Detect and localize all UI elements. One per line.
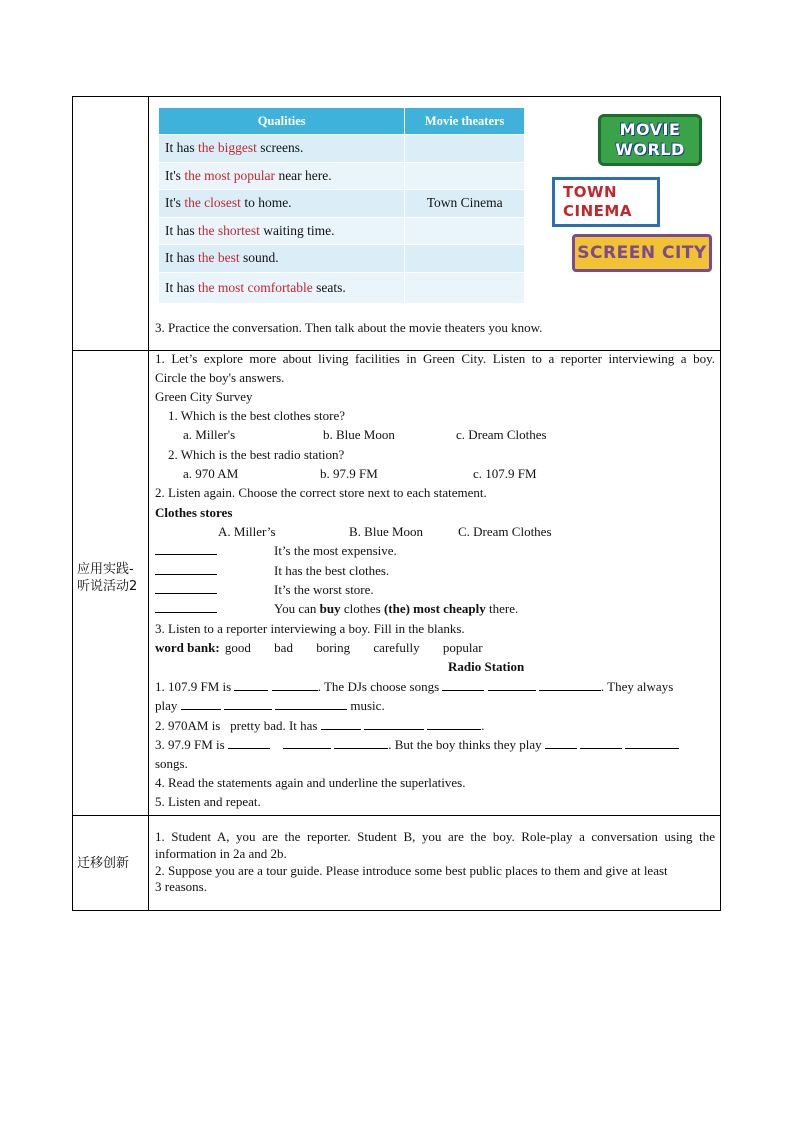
radio-station-heading: Radio Station	[448, 659, 525, 674]
practice-instruction: 3. Practice the conversation. Then talk about the movie theaters you know.	[155, 320, 543, 335]
q2-option-b: b. 97.9 FM	[320, 466, 378, 481]
circle-instruction: Circle the boy's answers.	[155, 370, 285, 385]
theater-cell: Town Cinema	[405, 190, 525, 218]
word-bank: word bank: good bad boring carefully popular	[155, 640, 483, 655]
blank[interactable]	[625, 736, 679, 749]
roleplay-instruction-2: information in 2a and 2b.	[155, 846, 287, 861]
table-row: It has the best sound.	[159, 245, 525, 273]
question-1: 1. Which is the best clothes store?	[168, 408, 346, 423]
table-row: It has the biggest screens.	[159, 135, 525, 163]
town-cinema-sign: TOWN CINEMA	[552, 177, 660, 227]
blank[interactable]	[442, 678, 484, 691]
blank[interactable]	[228, 736, 270, 749]
blank[interactable]	[488, 678, 536, 691]
screen-city-sign: SCREEN CITY	[572, 234, 712, 272]
roleplay-instruction: 1. Student A, you are the reporter. Student B, you are the boy. Role-play a conversation using the	[155, 829, 715, 844]
q1-option-b: b. Blue Moon	[323, 427, 395, 442]
blank[interactable]	[283, 736, 331, 749]
sentence-3-line-2: songs.	[155, 756, 188, 771]
theater-cell	[405, 245, 525, 273]
movie-world-sign: MOVIE WORLD	[598, 114, 702, 166]
answer-blank-2[interactable]	[155, 562, 217, 575]
sentence-2: 2. 970AM is pretty bad. It has .	[155, 718, 485, 733]
table-row: It has the most comfortable seats.	[159, 272, 525, 303]
answer-blank-3[interactable]	[155, 581, 217, 594]
theater-cell	[405, 272, 525, 303]
store-b: B. Blue Moon	[349, 524, 424, 539]
listen-again-instruction: 2. Listen again. Choose the correct store next to each statement.	[155, 485, 487, 500]
blank[interactable]	[427, 717, 481, 730]
table-row: It's the closest to home. Town Cinema	[159, 190, 525, 218]
tour-guide-instruction-2: 3 reasons.	[155, 879, 207, 894]
table-row: It has the shortest waiting time.	[159, 217, 525, 245]
q2-option-a: a. 970 AM	[183, 466, 239, 481]
row-label-transfer: 迁移创新	[77, 856, 130, 871]
statement-2: It has the best clothes.	[274, 563, 390, 578]
q2-option-c: c. 107.9 FM	[473, 466, 537, 481]
listen-repeat-instruction: 5. Listen and repeat.	[155, 794, 261, 809]
answer-blank-1[interactable]	[155, 542, 217, 555]
sentence-1-line-1: 1. 107.9 FM is . The DJs choose songs . They always	[155, 679, 674, 694]
theater-cell	[405, 135, 525, 163]
statement-4: You can buy clothes (the) most cheaply there.	[274, 601, 519, 616]
theater-cell	[405, 217, 525, 245]
statement-3: It’s the worst store.	[274, 582, 374, 597]
theater-cell	[405, 162, 525, 190]
qualities-table	[158, 107, 525, 304]
blank[interactable]	[364, 717, 424, 730]
store-a: A. Miller’s	[218, 524, 276, 539]
question-2: 2. Which is the best radio station?	[168, 447, 345, 462]
blank[interactable]	[272, 678, 318, 691]
blank[interactable]	[539, 678, 601, 691]
clothes-stores-heading: Clothes stores	[155, 505, 233, 520]
column-divider	[148, 97, 149, 910]
q1-option-c: c. Dream Clothes	[456, 427, 547, 442]
row-divider-2	[73, 815, 720, 816]
blank[interactable]	[234, 678, 268, 691]
blank[interactable]	[321, 717, 361, 730]
store-c: C. Dream Clothes	[458, 524, 552, 539]
blank[interactable]	[580, 736, 622, 749]
survey-title: Green City Survey	[155, 389, 253, 404]
sentence-3-line-1: 3. 97.9 FM is . But the boy thinks they play	[155, 735, 679, 754]
header-movie-theaters: Movie theaters	[405, 108, 525, 135]
header-qualities: Qualities	[159, 108, 405, 135]
blank[interactable]	[545, 736, 577, 749]
answer-blank-4[interactable]	[155, 600, 217, 613]
explore-instruction: 1. Let’s explore more about living facilities in Green City. Listen to a reporter interviewing a boy.	[155, 351, 715, 366]
blank[interactable]	[334, 736, 388, 749]
blank[interactable]	[181, 697, 221, 710]
q1-option-a: a. Miller's	[183, 427, 236, 442]
sentence-1-line-2: play music.	[155, 698, 385, 713]
blank[interactable]	[275, 697, 347, 710]
underline-instruction: 4. Read the statements again and underline the superlatives.	[155, 775, 466, 790]
statement-1: It’s the most expensive.	[274, 543, 397, 558]
row-label-application: 应用实践-听说活动2	[77, 562, 138, 594]
table-row: It's the most popular near here.	[159, 162, 525, 190]
fill-blanks-instruction: 3. Listen to a reporter interviewing a boy. Fill in the blanks.	[155, 621, 465, 636]
tour-guide-instruction: 2. Suppose you are a tour guide. Please introduce some best public places to them and give at least	[155, 863, 668, 878]
blank[interactable]	[224, 697, 272, 710]
